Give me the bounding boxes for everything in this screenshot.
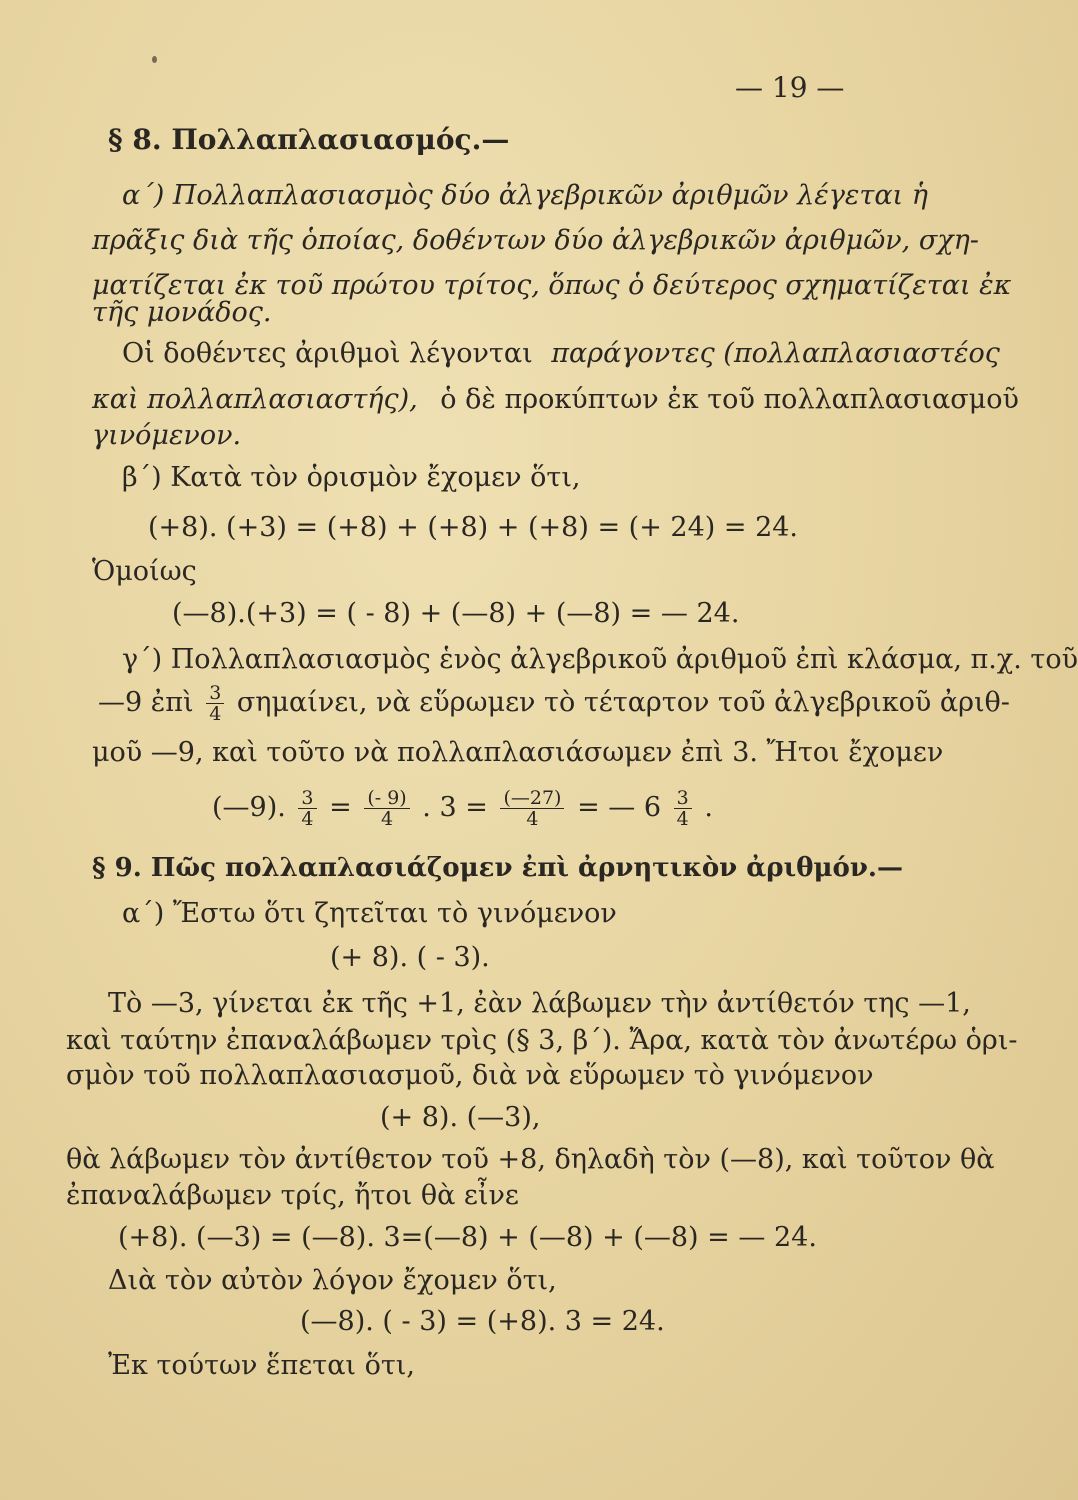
sec9-p-line-5: ἐπαναλάβωμεν τρίς, ἤτοι θὰ εἶνε bbox=[66, 1180, 519, 1211]
fraction-three-quarters: $\frac{3}{4}$ bbox=[206, 683, 224, 724]
sec8-g-line-2 bbox=[98, 683, 1010, 724]
sec9-p-line-1: Τὸ —3, γίνεται ἐκ τῆς +1, ἐὰν λάβωμεν τὴν ἀντίθετόν της —1, bbox=[108, 988, 971, 1019]
page-number: — 19 — bbox=[735, 71, 845, 104]
sec8-p2-line-3: γινόμενον. bbox=[92, 420, 242, 451]
eq3-fraction-1: $\frac{3}{4}$ bbox=[298, 788, 316, 829]
eq3-fraction-2: $\frac{(- 9)}{4}$ bbox=[364, 788, 409, 829]
sec8-p2-text-2: ὁ δὲ προκύπτων ἐκ τοῦ πολλαπλασιασμοῦ bbox=[440, 384, 1019, 415]
sec8-g-line-3: μοῦ —9, καὶ τοῦτο νὰ πολλαπλασιάσωμεν ἐπὶ 3. Ἤτοι ἔχομεν bbox=[92, 737, 944, 768]
sec8-equation-1: (+8). (+3) = (+8) + (+8) + (+8) = (+ 24) = 24. bbox=[148, 512, 799, 543]
sec9-p-line-3: σμὸν τοῦ πολλαπλασιασμοῦ, διὰ νὰ εὕρωμεν τὸ γινόμενον bbox=[66, 1060, 874, 1091]
sec8-a-line-4: τῆς μονάδος. bbox=[92, 297, 272, 328]
sec9-p-line-2: καὶ ταύτην ἐπαναλάβωμεν τρὶς (§ 3, β΄). Ἄρα, κατὰ τὸν ἀνωτέρω ὁρι- bbox=[66, 1025, 1018, 1056]
ink-spot bbox=[152, 56, 157, 63]
sec8-equation-2: (—8).(+3) = ( - 8) + (—8) + (—8) = — 24. bbox=[172, 598, 740, 629]
sec8-p2-line-1 bbox=[122, 338, 1000, 370]
sec9-a-line-1: α΄) Ἔστω ὅτι ζητεῖται τὸ γινόμενον bbox=[122, 898, 617, 929]
sec8-p2-term: παράγοντες (πολλαπλασιαστέος bbox=[551, 338, 1000, 369]
sec9-equation-2: (+ 8). (—3), bbox=[380, 1102, 541, 1133]
sec8-omoios: Ὁμοίως bbox=[92, 556, 197, 587]
eq3-fraction-3: $\frac{(—27)}{4}$ bbox=[500, 788, 564, 829]
sec8-equation-3: (—9). $\frac{3}{4}$ = $\frac{(- 9)}{4}$ . 3 = $\frac{(—27)}{4}$ = — 6 $\frac{3}{4}$ . bbox=[212, 787, 713, 830]
section-9-heading: § 9. Πῶς πολλαπλασιάζομεν ἐπὶ ἀρνητικὸν ἀριθμόν.— bbox=[92, 853, 903, 883]
sec9-p-line-7: Ἐκ τούτων ἕπεται ὅτι, bbox=[108, 1350, 415, 1381]
sec9-equation-4: (—8). ( - 3) = (+8). 3 = 24. bbox=[300, 1306, 665, 1337]
sec9-equation-1: (+ 8). ( - 3). bbox=[330, 942, 490, 973]
sec9-equation-3: (+8). (—3) = (—8). 3=(—8) + (—8) + (—8) = — 24. bbox=[118, 1222, 817, 1253]
sec8-g-text: —9 ἐπὶ bbox=[98, 687, 194, 718]
eq3-fraction-4: $\frac{3}{4}$ bbox=[674, 788, 692, 829]
sec8-p2-text: Οἱ δοθέντες ἀριθμοὶ λέγονται bbox=[122, 338, 533, 369]
sec8-a-line-1: α΄) Πολλαπλασιασμὸς δύο ἀλγεβρικῶν ἀριθμῶν λέγεται ἡ bbox=[122, 180, 928, 211]
sec8-b-line-1: β΄) Κατὰ τὸν ὁρισμὸν ἔχομεν ὅτι, bbox=[122, 462, 581, 493]
sec8-p2-term-2: καὶ πολλαπλασιαστής), bbox=[92, 384, 418, 415]
sec8-a-line-2: πρᾶξις διὰ τῆς ὁποίας, δοθέντων δύο ἀλγεβρικῶν ἀριθμῶν, σχη- bbox=[92, 225, 979, 256]
sec8-g-line-1: γ΄) Πολλαπλασιασμὸς ἑνὸς ἀλγεβρικοῦ ἀριθμοῦ ἐπὶ κλάσμα, π.χ. τοῦ bbox=[122, 644, 1078, 675]
sec8-p2-line-2 bbox=[92, 384, 1019, 416]
sec9-p-line-4: θὰ λάβωμεν τὸν ἀντίθετον τοῦ +8, δηλαδὴ τὸν (—8), καὶ τοῦτον θὰ bbox=[66, 1144, 995, 1175]
sec8-a-line-3: ματίζεται ἐκ τοῦ πρώτου τρίτος, ὅπως ὁ δεύτερος σχηματίζεται ἐκ bbox=[92, 270, 1012, 301]
sec8-g-text-2: σημαίνει, νὰ εὕρωμεν τὸ τέταρτον τοῦ ἀλγεβρικοῦ ἀριθ- bbox=[236, 687, 1010, 718]
sec9-p-line-6: Διὰ τὸν αὐτὸν λόγον ἔχομεν ὅτι, bbox=[108, 1265, 557, 1296]
section-8-heading: § 8. Πολλαπλασιασμός.— bbox=[108, 123, 510, 156]
